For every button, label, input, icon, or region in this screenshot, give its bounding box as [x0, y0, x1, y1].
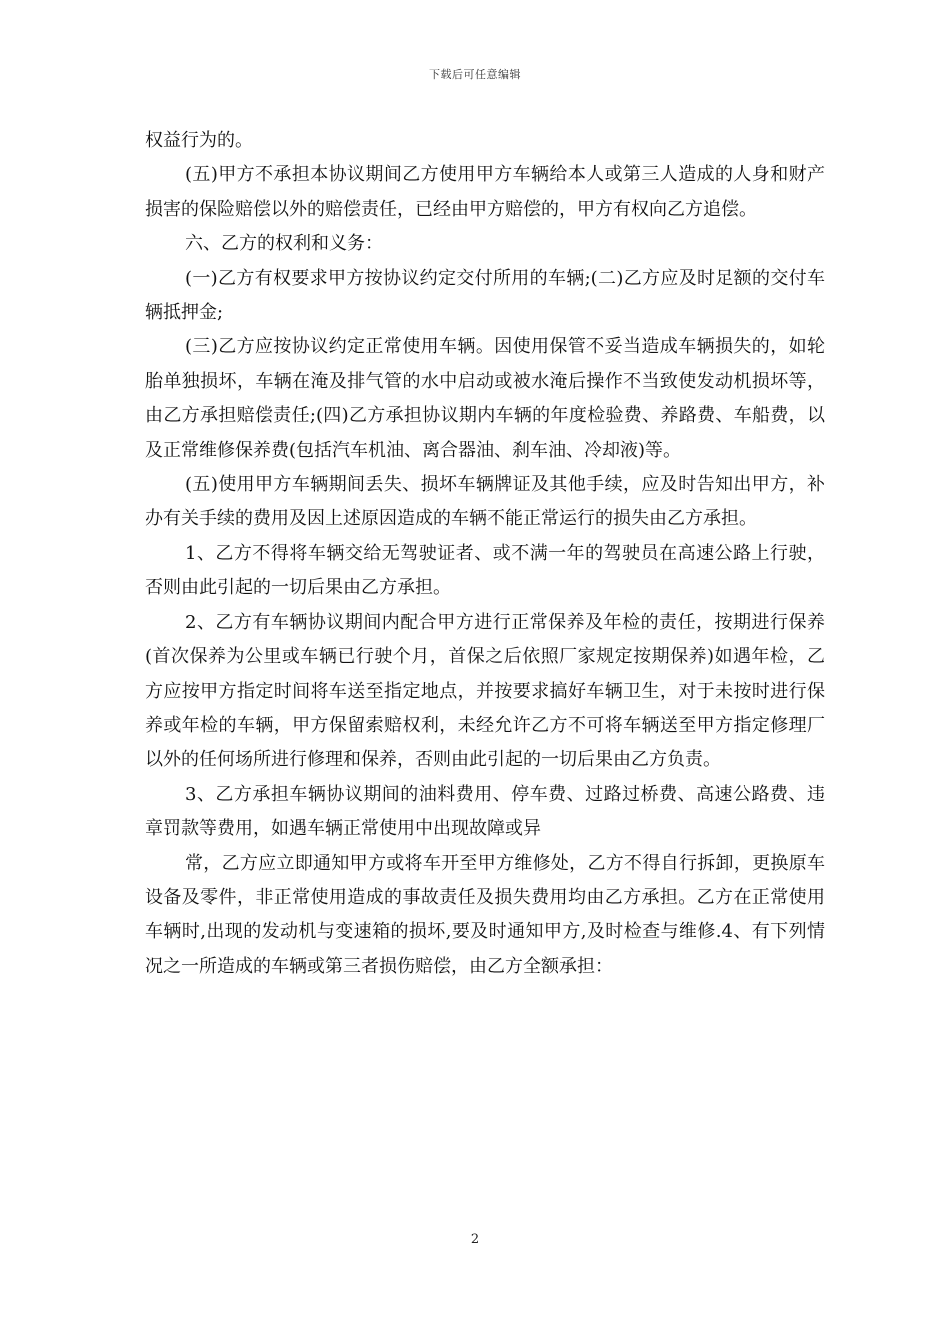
document-body [145, 124, 825, 984]
paragraph: 权益行为的。 [145, 130, 253, 151]
paragraph: (五)使用甲方车辆期间丢失、损坏车辆牌证及其他手续，应及时告知出甲方，补办有关手续的费用及因上述原因造成的车辆不能正常运行的损失由乙方承担。 [145, 474, 825, 530]
page-number: 2 [470, 1232, 480, 1247]
page-header: 下载后可任意编辑 [429, 68, 521, 81]
paragraph: (五)甲方不承担本协议期间乙方使用甲方车辆给本人或第三人造成的人身和财产损害的保险赔偿以外的赔偿责任，已经由甲方赔偿的，甲方有权向乙方追偿。 [145, 164, 825, 220]
paragraph: 3、乙方承担车辆协议期间的油料费用、停车费、过路过桥费、高速公路费、违章罚款等费用，如遇车辆正常使用中出现故障或异 [145, 783, 825, 840]
section-heading: 六、乙方的权利和义务： [185, 233, 383, 255]
paragraph: (一)乙方有权要求甲方按协议约定交付所用的车辆;(二)乙方应及时足额的交付车辆抵押金; [145, 267, 825, 324]
paragraph: 1、乙方不得将车辆交给无驾驶证者、或不满一年的驾驶员在高速公路上行驶，否则由此引起的一切后果由乙方承担。 [145, 542, 825, 599]
paragraph: 常，乙方应立即通知甲方或将车开至甲方维修处，乙方不得自行拆卸，更换原车设备及零件，非正常使用造成的事故责任及损失费用均由乙方承担。乙方在正常使用车辆时,出现的发动机与变速箱的损坏,要及时通知甲方,及时检查与维修.4、有下列情况之一所造成的车辆或第三者损伤赔偿，由乙方全额承担： [145, 852, 825, 977]
paragraph: (三)乙方应按协议约定正常使用车辆。因使用保管不妥当造成车辆损失的，如轮胎单独损坏，车辆在淹及排气管的水中启动或被水淹后操作不当致使发动机损坏等，由乙方承担赔偿责任;(四)乙方承担协议期内车辆的年度检验费、养路费、车船费，以及正常维修保养费(包括汽车机油、离合器油、刹车油、冷却液)等。 [145, 336, 825, 461]
paragraph: 2、乙方有车辆协议期间内配合甲方进行正常保养及年检的责任，按期进行保养(首次保养为公里或车辆已行驶个月，首保之后依照厂家规定按期保养)如遇年检，乙方应按甲方指定时间将车送至指定地点，并按要求搞好车辆卫生，对于未按时进行保养或年检的车辆，甲方保留索赔权利，未经允许乙方不可将车辆送至甲方指定修理厂以外的任何场所进行修理和保养，否则由此引起的一切后果由乙方负责。 [145, 611, 825, 771]
